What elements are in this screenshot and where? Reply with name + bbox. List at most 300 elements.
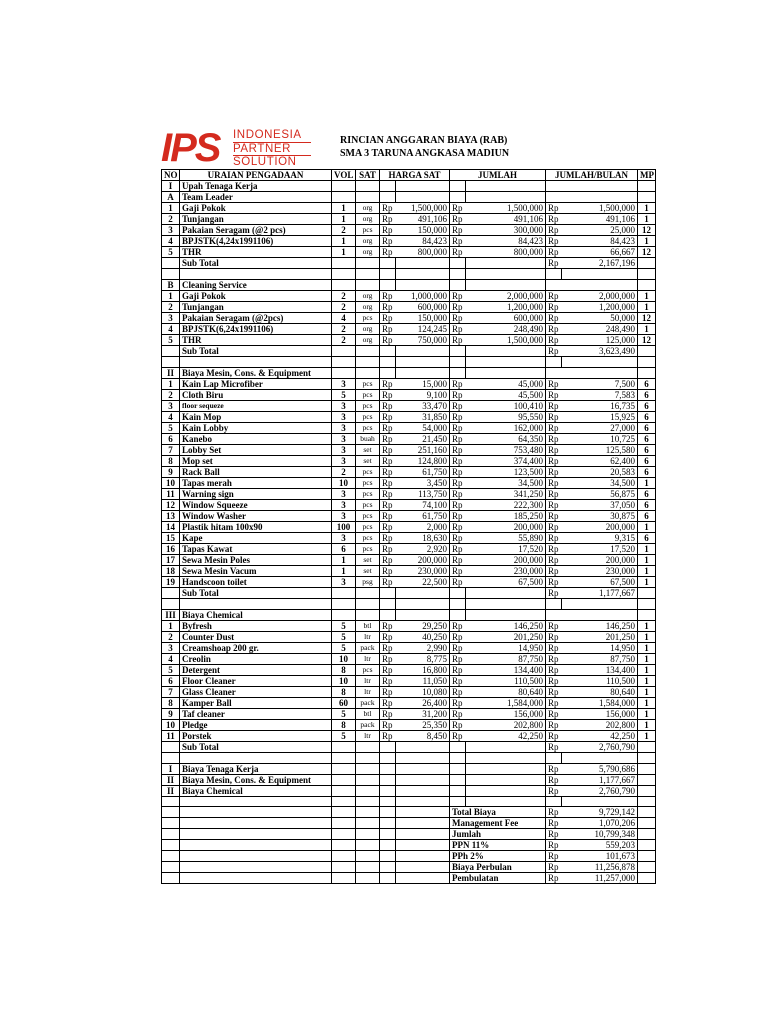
summary-label: Biaya Perbulan bbox=[450, 862, 546, 873]
line-total: 202,800 bbox=[466, 719, 546, 730]
currency-label: Rp bbox=[546, 675, 562, 686]
line-total: 64,350 bbox=[466, 433, 546, 444]
empty-cell bbox=[450, 345, 466, 356]
currency-label: Rp bbox=[546, 488, 562, 499]
monthly-amount: 84,423 bbox=[562, 236, 638, 247]
table-row bbox=[162, 323, 656, 334]
budget-table bbox=[161, 169, 656, 884]
table-row bbox=[162, 444, 656, 455]
empty-cell bbox=[546, 269, 562, 280]
item-unit: set bbox=[356, 565, 380, 576]
empty-cell bbox=[396, 269, 450, 280]
row-number bbox=[162, 587, 180, 598]
empty-cell bbox=[180, 873, 332, 884]
row-number: 12 bbox=[162, 499, 180, 510]
row-number: I bbox=[162, 763, 180, 774]
row-number: 3 bbox=[162, 225, 180, 236]
subtotal-amount: 1,177,667 bbox=[562, 587, 638, 598]
manpower-count: 1 bbox=[638, 323, 656, 334]
summary-label: Management Fee bbox=[450, 818, 546, 829]
manpower-count: 12 bbox=[638, 334, 656, 345]
item-description: Kain Mop bbox=[180, 411, 332, 422]
row-number: 8 bbox=[162, 697, 180, 708]
empty-cell bbox=[450, 258, 466, 269]
monthly-amount: 15,925 bbox=[562, 411, 638, 422]
line-total: 200,000 bbox=[466, 554, 546, 565]
empty-cell bbox=[332, 763, 356, 774]
empty-cell bbox=[380, 181, 396, 192]
empty-cell bbox=[396, 598, 450, 609]
currency-label: Rp bbox=[380, 675, 396, 686]
subtotal-label: Sub Total bbox=[180, 345, 332, 356]
line-total: 374,400 bbox=[466, 455, 546, 466]
row-number: 5 bbox=[162, 664, 180, 675]
empty-cell bbox=[638, 741, 656, 752]
empty-cell bbox=[396, 587, 450, 598]
currency-label: Rp bbox=[450, 565, 466, 576]
currency-label: Rp bbox=[546, 642, 562, 653]
line-total: 87,750 bbox=[466, 653, 546, 664]
logo-line: PARTNER bbox=[233, 143, 311, 157]
empty-cell bbox=[638, 785, 656, 796]
unit-price: 31,200 bbox=[396, 708, 450, 719]
unit-price: 9,100 bbox=[396, 389, 450, 400]
manpower-count: 6 bbox=[638, 433, 656, 444]
manpower-count: 6 bbox=[638, 400, 656, 411]
unit-price: 200,000 bbox=[396, 554, 450, 565]
unit-price: 18,630 bbox=[396, 532, 450, 543]
currency-label: Rp bbox=[546, 455, 562, 466]
empty-cell bbox=[332, 367, 356, 378]
line-total: 146,250 bbox=[466, 620, 546, 631]
currency-label: Rp bbox=[380, 664, 396, 675]
item-volume: 3 bbox=[332, 444, 356, 455]
row-number: II bbox=[162, 367, 180, 378]
monthly-amount: 37,050 bbox=[562, 499, 638, 510]
table-header-row bbox=[162, 170, 656, 181]
empty-cell bbox=[380, 840, 396, 851]
monthly-amount: 201,250 bbox=[562, 631, 638, 642]
item-description: Tunjangan bbox=[180, 214, 332, 225]
table-row bbox=[162, 455, 656, 466]
empty-cell bbox=[396, 181, 450, 192]
empty-cell bbox=[332, 818, 356, 829]
currency-label: Rp bbox=[450, 642, 466, 653]
row-number: 1 bbox=[162, 620, 180, 631]
unit-price: 25,350 bbox=[396, 719, 450, 730]
empty-cell bbox=[180, 818, 332, 829]
item-description: Kamper Ball bbox=[180, 697, 332, 708]
table-row bbox=[162, 543, 656, 554]
currency-label: Rp bbox=[380, 290, 396, 301]
row-number: III bbox=[162, 609, 180, 620]
row-number: I bbox=[162, 181, 180, 192]
table-row bbox=[162, 554, 656, 565]
currency-label: Rp bbox=[546, 719, 562, 730]
item-volume: 3 bbox=[332, 576, 356, 587]
empty-cell bbox=[356, 796, 380, 807]
empty-cell bbox=[396, 279, 450, 290]
line-total: 45,500 bbox=[466, 389, 546, 400]
empty-cell bbox=[380, 796, 396, 807]
empty-cell bbox=[356, 785, 380, 796]
item-unit: pcs bbox=[356, 664, 380, 675]
currency-label: Rp bbox=[450, 488, 466, 499]
monthly-amount: 16,735 bbox=[562, 400, 638, 411]
summary-row bbox=[162, 829, 656, 840]
empty-cell bbox=[466, 258, 546, 269]
summary-amount: 559,203 bbox=[562, 840, 638, 851]
empty-cell bbox=[180, 829, 332, 840]
empty-cell bbox=[546, 609, 562, 620]
empty-cell bbox=[396, 609, 450, 620]
monthly-amount: 200,000 bbox=[562, 521, 638, 532]
empty-cell bbox=[638, 258, 656, 269]
blank-row bbox=[162, 752, 656, 763]
empty-cell bbox=[466, 796, 546, 807]
empty-cell bbox=[356, 258, 380, 269]
recap-label: Biaya Mesin, Cons. & Equipment bbox=[180, 774, 332, 785]
summary-label: Total Biaya bbox=[450, 807, 546, 818]
row-number bbox=[162, 840, 180, 851]
unit-price: 31,850 bbox=[396, 411, 450, 422]
summary-label: PPN 11% bbox=[450, 840, 546, 851]
item-unit: pcs bbox=[356, 510, 380, 521]
manpower-count: 12 bbox=[638, 312, 656, 323]
item-description: Floor Cleaner bbox=[180, 675, 332, 686]
item-volume: 2 bbox=[332, 323, 356, 334]
item-description: Tapas merah bbox=[180, 477, 332, 488]
empty-cell bbox=[356, 851, 380, 862]
item-unit: pcs bbox=[356, 499, 380, 510]
manpower-count: 6 bbox=[638, 510, 656, 521]
company-logo bbox=[161, 127, 311, 169]
line-total: 800,000 bbox=[466, 247, 546, 258]
item-volume: 10 bbox=[332, 675, 356, 686]
empty-cell bbox=[396, 796, 450, 807]
table-row bbox=[162, 686, 656, 697]
monthly-amount: 146,250 bbox=[562, 620, 638, 631]
subtotal-amount: 2,760,790 bbox=[562, 741, 638, 752]
currency-label: Rp bbox=[380, 455, 396, 466]
empty-cell bbox=[180, 807, 332, 818]
monthly-amount: 25,000 bbox=[562, 225, 638, 236]
item-description: Pledge bbox=[180, 719, 332, 730]
section-row bbox=[162, 181, 656, 192]
row-number: 9 bbox=[162, 466, 180, 477]
table-row bbox=[162, 675, 656, 686]
table-row bbox=[162, 477, 656, 488]
currency-label: Rp bbox=[380, 236, 396, 247]
currency-label: Rp bbox=[546, 521, 562, 532]
item-description: Byfresh bbox=[180, 620, 332, 631]
empty-cell bbox=[450, 587, 466, 598]
table-row bbox=[162, 521, 656, 532]
column-header: JUMLAH bbox=[450, 170, 546, 181]
empty-cell bbox=[466, 752, 546, 763]
monthly-amount: 156,000 bbox=[562, 708, 638, 719]
empty-cell bbox=[162, 356, 180, 367]
item-unit: pcs bbox=[356, 411, 380, 422]
currency-label: Rp bbox=[546, 477, 562, 488]
unit-price: 124,245 bbox=[396, 323, 450, 334]
empty-cell bbox=[332, 774, 356, 785]
row-number bbox=[162, 258, 180, 269]
currency-label: Rp bbox=[450, 664, 466, 675]
empty-cell bbox=[356, 345, 380, 356]
currency-label: Rp bbox=[546, 697, 562, 708]
currency-label: Rp bbox=[546, 785, 562, 796]
item-volume: 3 bbox=[332, 433, 356, 444]
line-total: 45,000 bbox=[466, 378, 546, 389]
line-total: 34,500 bbox=[466, 477, 546, 488]
currency-label: Rp bbox=[450, 477, 466, 488]
empty-cell bbox=[180, 269, 332, 280]
row-number: 15 bbox=[162, 532, 180, 543]
empty-cell bbox=[356, 279, 380, 290]
subtotal-row bbox=[162, 587, 656, 598]
item-unit: btl bbox=[356, 620, 380, 631]
empty-cell bbox=[466, 367, 546, 378]
empty-cell bbox=[466, 774, 546, 785]
currency-label: Rp bbox=[546, 829, 562, 840]
empty-cell bbox=[546, 279, 562, 290]
item-unit: pcs bbox=[356, 389, 380, 400]
item-description: Kape bbox=[180, 532, 332, 543]
monthly-amount: 87,750 bbox=[562, 653, 638, 664]
currency-label: Rp bbox=[450, 400, 466, 411]
section-title: Team Leader bbox=[180, 192, 332, 203]
currency-label: Rp bbox=[450, 697, 466, 708]
item-unit: pcs bbox=[356, 543, 380, 554]
blank-row bbox=[162, 356, 656, 367]
empty-cell bbox=[332, 862, 356, 873]
document-title-line: SMA 3 TARUNA ANGKASA MADIUN bbox=[340, 148, 510, 159]
currency-label: Rp bbox=[450, 543, 466, 554]
item-unit: pcs bbox=[356, 312, 380, 323]
currency-label: Rp bbox=[450, 521, 466, 532]
currency-label: Rp bbox=[546, 565, 562, 576]
item-unit: pcs bbox=[356, 488, 380, 499]
empty-cell bbox=[180, 851, 332, 862]
item-unit: org bbox=[356, 334, 380, 345]
monthly-amount: 42,250 bbox=[562, 730, 638, 741]
item-description: Mop set bbox=[180, 455, 332, 466]
currency-label: Rp bbox=[546, 225, 562, 236]
currency-label: Rp bbox=[546, 653, 562, 664]
item-unit: org bbox=[356, 236, 380, 247]
unit-price: 800,000 bbox=[396, 247, 450, 258]
summary-row bbox=[162, 807, 656, 818]
empty-cell bbox=[450, 609, 466, 620]
unit-price: 16,800 bbox=[396, 664, 450, 675]
currency-label: Rp bbox=[546, 499, 562, 510]
empty-cell bbox=[162, 598, 180, 609]
empty-cell bbox=[332, 609, 356, 620]
manpower-count: 1 bbox=[638, 576, 656, 587]
item-volume: 8 bbox=[332, 664, 356, 675]
manpower-count: 6 bbox=[638, 378, 656, 389]
empty-cell bbox=[466, 269, 546, 280]
section-title: Biaya Mesin, Cons. & Equipment bbox=[180, 367, 332, 378]
row-number: 19 bbox=[162, 576, 180, 587]
currency-label: Rp bbox=[380, 521, 396, 532]
section-title: Cleaning Service bbox=[180, 279, 332, 290]
row-number: 2 bbox=[162, 389, 180, 400]
item-volume: 3 bbox=[332, 499, 356, 510]
monthly-amount: 67,500 bbox=[562, 576, 638, 587]
unit-price: 40,250 bbox=[396, 631, 450, 642]
item-volume: 2 bbox=[332, 225, 356, 236]
item-volume: 3 bbox=[332, 488, 356, 499]
subtotal-label: Sub Total bbox=[180, 587, 332, 598]
unit-price: 1,500,000 bbox=[396, 203, 450, 214]
empty-cell bbox=[546, 367, 562, 378]
manpower-count: 1 bbox=[638, 203, 656, 214]
currency-label: Rp bbox=[450, 378, 466, 389]
empty-cell bbox=[638, 818, 656, 829]
item-volume: 1 bbox=[332, 214, 356, 225]
currency-label: Rp bbox=[380, 576, 396, 587]
item-unit: org bbox=[356, 203, 380, 214]
budget-table-body bbox=[162, 170, 656, 884]
manpower-count: 6 bbox=[638, 444, 656, 455]
item-description: BPJSTK(4,24x1991106) bbox=[180, 236, 332, 247]
empty-cell bbox=[638, 862, 656, 873]
empty-cell bbox=[638, 774, 656, 785]
item-unit: pcs bbox=[356, 422, 380, 433]
item-volume: 60 bbox=[332, 697, 356, 708]
manpower-count: 6 bbox=[638, 411, 656, 422]
row-number bbox=[162, 862, 180, 873]
unit-price: 491,106 bbox=[396, 214, 450, 225]
row-number: II bbox=[162, 785, 180, 796]
empty-cell bbox=[380, 587, 396, 598]
row-number bbox=[162, 807, 180, 818]
line-total: 2,000,000 bbox=[466, 290, 546, 301]
empty-cell bbox=[356, 873, 380, 884]
empty-cell bbox=[356, 818, 380, 829]
empty-cell bbox=[466, 741, 546, 752]
item-description: Pakaian Seragam (@2 pcs) bbox=[180, 225, 332, 236]
empty-cell bbox=[562, 752, 638, 763]
empty-cell bbox=[162, 796, 180, 807]
empty-cell bbox=[332, 851, 356, 862]
table-row bbox=[162, 312, 656, 323]
empty-cell bbox=[332, 741, 356, 752]
empty-cell bbox=[450, 741, 466, 752]
currency-label: Rp bbox=[546, 312, 562, 323]
currency-label: Rp bbox=[450, 214, 466, 225]
empty-cell bbox=[380, 851, 396, 862]
item-description: THR bbox=[180, 247, 332, 258]
unit-price: 74,100 bbox=[396, 499, 450, 510]
column-header: SAT bbox=[356, 170, 380, 181]
currency-label: Rp bbox=[380, 642, 396, 653]
currency-label: Rp bbox=[450, 411, 466, 422]
empty-cell bbox=[380, 269, 396, 280]
empty-cell bbox=[450, 367, 466, 378]
currency-label: Rp bbox=[546, 323, 562, 334]
row-number bbox=[162, 873, 180, 884]
empty-cell bbox=[356, 840, 380, 851]
row-number: 1 bbox=[162, 378, 180, 389]
item-description: Sewa Mesin Poles bbox=[180, 554, 332, 565]
manpower-count: 1 bbox=[638, 653, 656, 664]
item-unit: pack bbox=[356, 719, 380, 730]
summary-row bbox=[162, 818, 656, 829]
empty-cell bbox=[332, 192, 356, 203]
empty-cell bbox=[450, 785, 466, 796]
currency-label: Rp bbox=[546, 214, 562, 225]
empty-cell bbox=[332, 873, 356, 884]
item-description: Pakaian Seragam (@2pcs) bbox=[180, 312, 332, 323]
line-total: 42,250 bbox=[466, 730, 546, 741]
monthly-amount: 9,315 bbox=[562, 532, 638, 543]
table-row bbox=[162, 532, 656, 543]
currency-label: Rp bbox=[380, 719, 396, 730]
unit-price: 26,400 bbox=[396, 697, 450, 708]
monthly-amount: 248,490 bbox=[562, 323, 638, 334]
empty-cell bbox=[356, 752, 380, 763]
empty-cell bbox=[546, 356, 562, 367]
row-number: 1 bbox=[162, 290, 180, 301]
empty-cell bbox=[638, 807, 656, 818]
currency-label: Rp bbox=[546, 741, 562, 752]
row-number: 16 bbox=[162, 543, 180, 554]
empty-cell bbox=[356, 862, 380, 873]
empty-cell bbox=[450, 269, 466, 280]
empty-cell bbox=[466, 763, 546, 774]
monthly-amount: 62,400 bbox=[562, 455, 638, 466]
empty-cell bbox=[396, 840, 450, 851]
currency-label: Rp bbox=[380, 708, 396, 719]
empty-cell bbox=[638, 796, 656, 807]
empty-cell bbox=[380, 774, 396, 785]
empty-cell bbox=[332, 258, 356, 269]
currency-label: Rp bbox=[546, 851, 562, 862]
empty-cell bbox=[450, 279, 466, 290]
section-title: Upah Tenaga Kerja bbox=[180, 181, 332, 192]
empty-cell bbox=[332, 181, 356, 192]
empty-cell bbox=[466, 356, 546, 367]
unit-price: 600,000 bbox=[396, 301, 450, 312]
monthly-amount: 80,640 bbox=[562, 686, 638, 697]
empty-cell bbox=[638, 367, 656, 378]
empty-cell bbox=[356, 587, 380, 598]
currency-label: Rp bbox=[380, 631, 396, 642]
item-description: Creamshoap 200 gr. bbox=[180, 642, 332, 653]
currency-label: Rp bbox=[546, 203, 562, 214]
manpower-count: 6 bbox=[638, 422, 656, 433]
empty-cell bbox=[450, 774, 466, 785]
empty-cell bbox=[380, 279, 396, 290]
manpower-count: 1 bbox=[638, 642, 656, 653]
item-description: Sewa Mesin Vacum bbox=[180, 565, 332, 576]
line-total: 84,423 bbox=[466, 236, 546, 247]
currency-label: Rp bbox=[450, 225, 466, 236]
line-total: 200,000 bbox=[466, 521, 546, 532]
currency-label: Rp bbox=[450, 653, 466, 664]
empty-cell bbox=[380, 829, 396, 840]
logo-line: SOLUTION bbox=[233, 156, 311, 170]
empty-cell bbox=[396, 258, 450, 269]
currency-label: Rp bbox=[380, 477, 396, 488]
manpower-count: 1 bbox=[638, 543, 656, 554]
currency-label: Rp bbox=[546, 433, 562, 444]
manpower-count: 1 bbox=[638, 708, 656, 719]
currency-label: Rp bbox=[546, 620, 562, 631]
